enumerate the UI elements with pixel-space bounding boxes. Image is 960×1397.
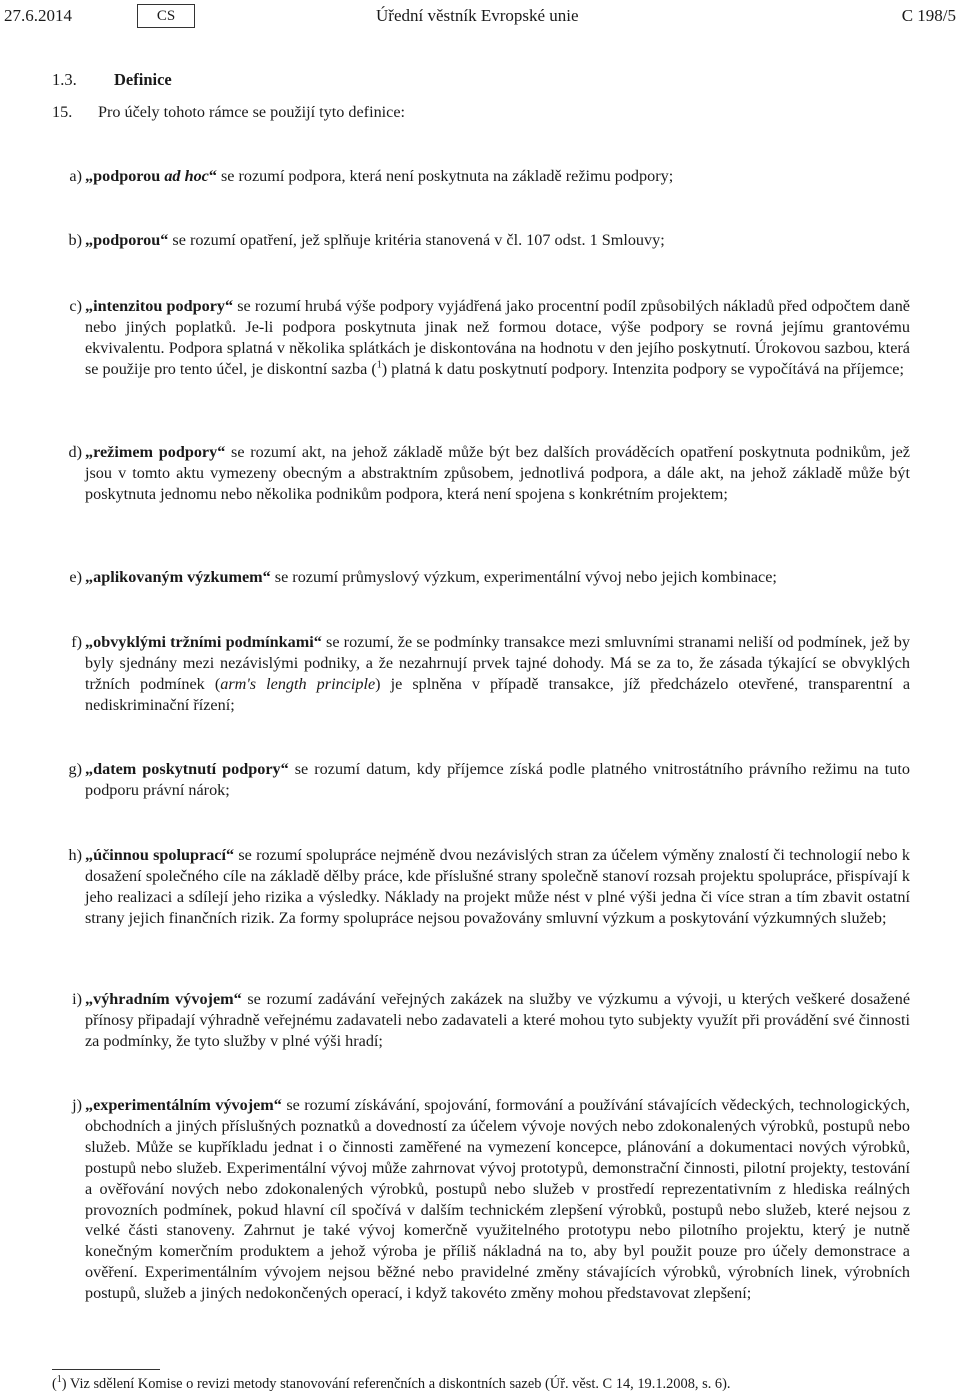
definition-label: a) <box>69 167 82 185</box>
definition-label: c) <box>69 297 82 315</box>
definition-label: h) <box>68 846 82 864</box>
definition-label: j) <box>72 1096 82 1114</box>
language-badge: CS <box>137 4 195 28</box>
definition-i <box>52 989 910 1052</box>
definition-label: b) <box>68 231 82 249</box>
paragraph-15 <box>52 102 912 123</box>
definition-label: g) <box>68 760 82 778</box>
definition-d <box>52 442 910 505</box>
definition-h <box>52 845 910 929</box>
journal-title: Úřední věstník Evropské unie <box>376 6 579 25</box>
paragraph-number: 15. <box>52 103 73 121</box>
definition-term: „experimentálním vývojem“ <box>85 1096 282 1114</box>
definition-term: „podporou“ <box>85 231 169 249</box>
definition-text: se rozumí hrubá výše podpory vyjádřená jako procentní podíl způsobilých nákladů před odpočtem daně nebo jiných poplatků. Je-li podpora poskytnuta jinak než formou dotace, výše podpory se rovná jejímu grantovému ekvivalentu. Podpora splatná v několika splátkách je diskontována na hodnotu v den jejího poskytnutí. Úrokovou sazbou, která se použije pro tento účel, je diskontní sazba ( <box>85 297 910 378</box>
definition-label: e) <box>69 568 82 586</box>
definition-text-italic: arm's length principle <box>220 674 376 693</box>
definition-text: se rozumí získávání, spojování, formování a používání stávajících vědeckých, technologických, obchodních a jiných příslušných poznatků a dovedností za účelem vývoje nových nebo zdokonalených výrobků, postupů nebo služeb. Může se kupříkladu jednat i o činnosti zaměřené na vymezení koncepce, plánování a dokumentaci nových výrobků, postupů nebo služeb. Experimentální vývoj může zahrnovat vývoj prototypů, demonstrační činnosti, pilotní projekty, testování a ověřování nových nebo zdokonalených výrobků, postupů nebo služeb v prostředí reprezentativním z hlediska reálných provozních podmínek, pokud hlavní cíl spočívá v dalším technickém zlepšení výrobků, postupů nebo služeb, které nejsou z velké části stanoveny. Zahrnut je také vývoj komerčně využitelného prototypu nebo pilotního projektu, který je nutně konečným komerčním produktem a jehož výroba je příliš nákladná na to, aby byl použit pouze pro účely demonstrace a ověření. Experimentálním vývojem nejsou běžné nebo pravidelné změny stávajících výrobků, výrobních linek, výrobních postupů, služeb a jiných nedokončených operací, i když takovéto změny mohou představovat zlepšení; <box>85 1096 910 1303</box>
definition-text: ) je splněna v případě transakce, jíž předcházelo otevřené, transparentní a nediskriminační řízení; <box>85 674 911 714</box>
paragraph-text: Pro účely tohoto rámce se použijí tyto definice: <box>98 103 406 121</box>
section-heading <box>52 70 172 91</box>
footnote-reference[interactable]: 1 <box>376 359 382 371</box>
definition-text: se rozumí zadávání veřejných zakázek na služby ve výzkumu a vývoji, u kterých veškeré dosažené přínosy připadají výhradně veřejnému zadavateli nebo zadavateli a které mohou tyto subjekty využít při provádění své činnosti za podmínky, že tyto služby v plné výši hradí; <box>85 990 910 1050</box>
definition-b <box>52 230 910 251</box>
definition-term: „výhradním vývojem“ <box>85 990 242 1008</box>
definition-text: se rozumí spolupráce nejméně dvou nezávislých stran za účelem výměny znalostí či technologií nebo k dosažení společného cíle na základě dělby práce, kde příslušné strany společně stanoví rozsah projektu spolupráce, přispívají k jeho realizaci a sdílejí jeho rizika a výsledky. Náklady na projekt může nést v plné výši jedna či více stran a tím zbavit ostatní strany jejich finančních rizik. Za formy spolupráce nejsou považovány smluvní výzkum a poskytování výzkumných služeb; <box>85 846 910 927</box>
definition-text: se rozumí akt, na jehož základě může být bez dalších prováděcích opatření poskytnuta podnikům, jež jsou v tomto aktu vymezeny obecným a abstraktním způsobem, jednotlivá podpora, a dále akt, na jehož základě může být poskytnuta jednomu nebo několika podnikům podpora, která není spojena s konkrétním projektem; <box>85 443 910 503</box>
definition-term: „aplikovaným výzkumem“ <box>85 568 271 586</box>
footnote: ($^1$) Viz sdělení Komise o revizi metody stanovování referenčních a diskontních sazeb (Úř. věst. C 14, 19.1.2008, s. 6). <box>52 1374 731 1392</box>
definition-term: „režimem podpory“ <box>85 443 226 461</box>
definition-f <box>52 632 910 716</box>
definition-term: „intenzitou podpory“ <box>85 297 234 315</box>
definition-term: „obvyklými tržními podmínkami“ <box>85 633 322 651</box>
definition-label: f) <box>71 633 82 651</box>
definition-text: se rozumí opatření, jež splňuje kritéria stanovená v čl. 107 odst. 1 Smlouvy; <box>168 231 665 249</box>
footnote-divider <box>52 1369 160 1370</box>
definition-term: „datem poskytnutí podpory“ <box>85 760 289 778</box>
definition-label: d) <box>68 443 82 461</box>
definition-j <box>52 1095 910 1304</box>
page-header <box>0 4 960 28</box>
definition-text: se rozumí průmyslový výzkum, experimentální vývoj nebo jejich kombinace; <box>270 568 777 586</box>
footnote-text: Viz sdělení Komise o revizi metody stanovování referenčních a diskontních sazeb (Úř. věst. C 14, 19.1.2008, s. 6). <box>66 1376 731 1392</box>
definition-text: ) platná k datu poskytnutí podpory. Intenzita podpory se vypočítává na příjemce; <box>381 359 904 378</box>
publication-date: 27.6.2014 <box>4 6 72 25</box>
definition-text: se rozumí, že se podmínky transakce mezi smluvními stranami neliší od podmínek, jež by byly sjednány mezi nezávislými podniky, a že nezahrnují prvek tajné dohody. Má se za to, že zásada týkající se obvyklých tržních podmínek ( <box>85 633 910 693</box>
definition-a <box>52 166 910 187</box>
definition-g <box>52 759 910 801</box>
definition-text: se rozumí podpora, která není poskytnuta na základě režimu podpory; <box>216 167 674 185</box>
section-title: Definice <box>114 70 172 89</box>
definition-term: „podporou ad hoc“ <box>85 167 217 185</box>
definition-text: se rozumí datum, kdy příjemce získá podle platného vnitrostátního právního režimu na tuto podporu právní nárok; <box>85 760 910 799</box>
footnote-marker: 1 <box>56 1374 62 1386</box>
definition-e <box>52 567 910 588</box>
journal-number: C 198/5 <box>901 6 956 25</box>
definition-term: „účinnou spoluprací“ <box>85 846 235 864</box>
section-number: 1.3. <box>52 70 77 89</box>
definition-label: i) <box>72 990 82 1008</box>
definition-c <box>52 296 910 380</box>
